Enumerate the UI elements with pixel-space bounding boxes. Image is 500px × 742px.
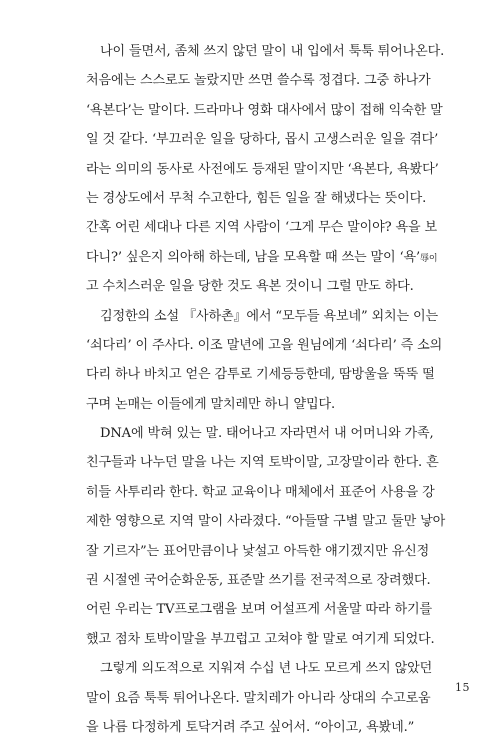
text-line: 간혹 어린 세대나 다른 지역 사람이 ‘그게 무슨 말이야? 욕을 보 [86,220,437,236]
hanja-annotation: 辱이 [420,253,438,264]
text-line: 제한 영향으로 지역 말이 사라졌다. “아들딸 구별 말고 둘만 낳아 [86,514,446,530]
text-line: 친구들과 나누던 말을 나는 지역 토박이말, 고장말이라 한다. 흔 [86,455,439,471]
text-line: ‘욕본다’는 말이다. 드라마나 영화 대사에서 많이 접해 익숙한 말 [86,102,443,118]
text-line: 고 수치스러운 일을 당한 것도 욕본 것이니 그럴 만도 하다. [86,279,414,295]
text-line-main: 다니?’ 싶은지 의아해 하는데, 남을 모욕할 때 쓰는 말이 ‘욕’ [86,249,420,265]
text-line: 을 나름 다정하게 토닥거려 주고 싶어서. “아이고, 욕봤네.” [86,719,415,735]
text-line: 일 것 같다. ‘부끄러운 일을 당하다, 몹시 고생스러운 일을 겪다’ [86,132,439,148]
text-line: 했고 점차 토박이말을 부끄럽고 고쳐야 할 말로 여기게 되었다. [86,631,435,647]
text-line: 구며 논매는 이들에게 말치레만 하니 얄밉다. [86,396,336,412]
text-line: 히들 사투리라 한다. 학교 교육이나 매체에서 표준어 사용을 강 [86,484,435,500]
text-line: 김정한의 소설 『사하촌』에서 “모두들 욕보네” 외치는 이는 [100,308,439,324]
text-line: 그렇게 의도적으로 지워져 수십 년 나도 모르게 쓰지 않았던 [100,661,433,677]
text-line: 처음에는 스스로도 놀랐지만 쓰면 쓸수록 정겹다. 그중 하나가 [86,73,431,89]
text-line-with-annotation [86,243,470,272]
text-line: 말이 요즘 툭툭 튀어나온다. 말치레가 아니라 상대의 수고로움 [86,690,431,706]
text-line: 다리 하나 바치고 얻은 감투로 기세등등한데, 땀방울을 뚝뚝 떨 [86,367,435,383]
paragraph-2 [86,302,470,420]
text-line: 권 시절엔 국어순화운동, 표준말 쓰기를 전국적으로 장려했다. [86,573,431,589]
page-number: 15 [455,681,470,694]
text-line: DNA에 박혀 있는 말. 태어나고 자라면서 내 어머니와 가족, [100,426,434,442]
paragraph-3 [86,419,470,654]
text-line: 나이 들면서, 좀체 쓰지 않던 말이 내 입에서 툭툭 튀어나온다. [100,44,445,59]
text-line: 잘 기르자”는 표어만큼이나 낯설고 아득한 얘기겠지만 유신정 [86,543,430,559]
text-line: 는 경상도에서 무척 수고한다, 힘든 일을 잘 해냈다는 뜻이다. [86,190,427,206]
paragraph-4 [86,654,470,742]
body-text [86,37,470,742]
paragraph-1 [86,37,470,302]
text-line: 어린 우리는 TV프로그램을 보며 어설프게 서울말 따라 하기를 [86,602,432,618]
text-line: 라는 의미의 동사로 사전에도 등재된 말이지만 ‘욕본다, 욕봤다’ [86,161,439,177]
text-line: ‘쇠다리’ 이 주사다. 이조 말년에 고을 원님에게 ‘쇠다리’ 즉 소의 [86,337,443,353]
